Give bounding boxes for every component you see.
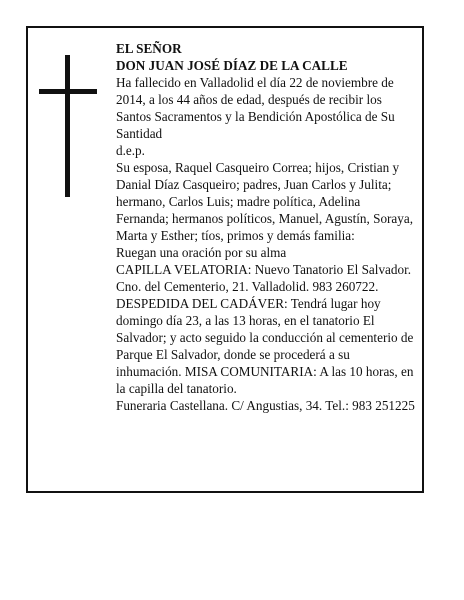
obituary-notice xyxy=(26,26,424,493)
farewell-info: DESPEDIDA DEL CADÁVER: Tendrá lugar hoy domingo día 23, a las 13 horas, en el tanatorio El Salvador; y acto seguido la conducción al cementerio de Parque El Salvador, donde se procederá a su inhumación. MISA COMUNITARIA: A las 10 horas, en la capilla del tanatorio. xyxy=(116,296,414,396)
death-announcement: Ha fallecido en Valladolid el día 22 de noviembre de 2014, a los 44 años de edad, después de recibir los Santos Sacramentos y la Bendición Apostólica de Su Santidad xyxy=(116,75,395,141)
funeral-home-info: Funeraria Castellana. C/ Angustias, 34. Tel.: 983 251225 xyxy=(116,398,415,413)
obituary-text xyxy=(116,40,416,414)
title-line: EL SEÑOR xyxy=(116,41,182,56)
cross-icon xyxy=(39,55,97,197)
prayer-request: Ruegan una oración por su alma xyxy=(116,245,287,260)
deceased-name: DON JUAN JOSÉ DÍAZ DE LA CALLE xyxy=(116,58,348,73)
chapel-info: CAPILLA VELATORIA: Nuevo Tanatorio El Salvador. Cno. del Cementerio, 21. Valladolid. 983 260722. xyxy=(116,262,412,294)
cross-horizontal-bar xyxy=(39,89,97,94)
family-list: Su esposa, Raquel Casqueiro Correa; hijos, Cristian y Danial Díaz Casqueiro; padres, Juan Carlos y Julita; hermano, Carlos Luis; madre política, Adelina Fernanda; hermanos políticos, Manuel, Agustín, Soraya, Marta y Esther; tíos, primos y demás familia: xyxy=(116,160,414,243)
rest-in-peace: d.e.p. xyxy=(116,143,145,158)
cross-vertical-bar xyxy=(65,55,70,197)
